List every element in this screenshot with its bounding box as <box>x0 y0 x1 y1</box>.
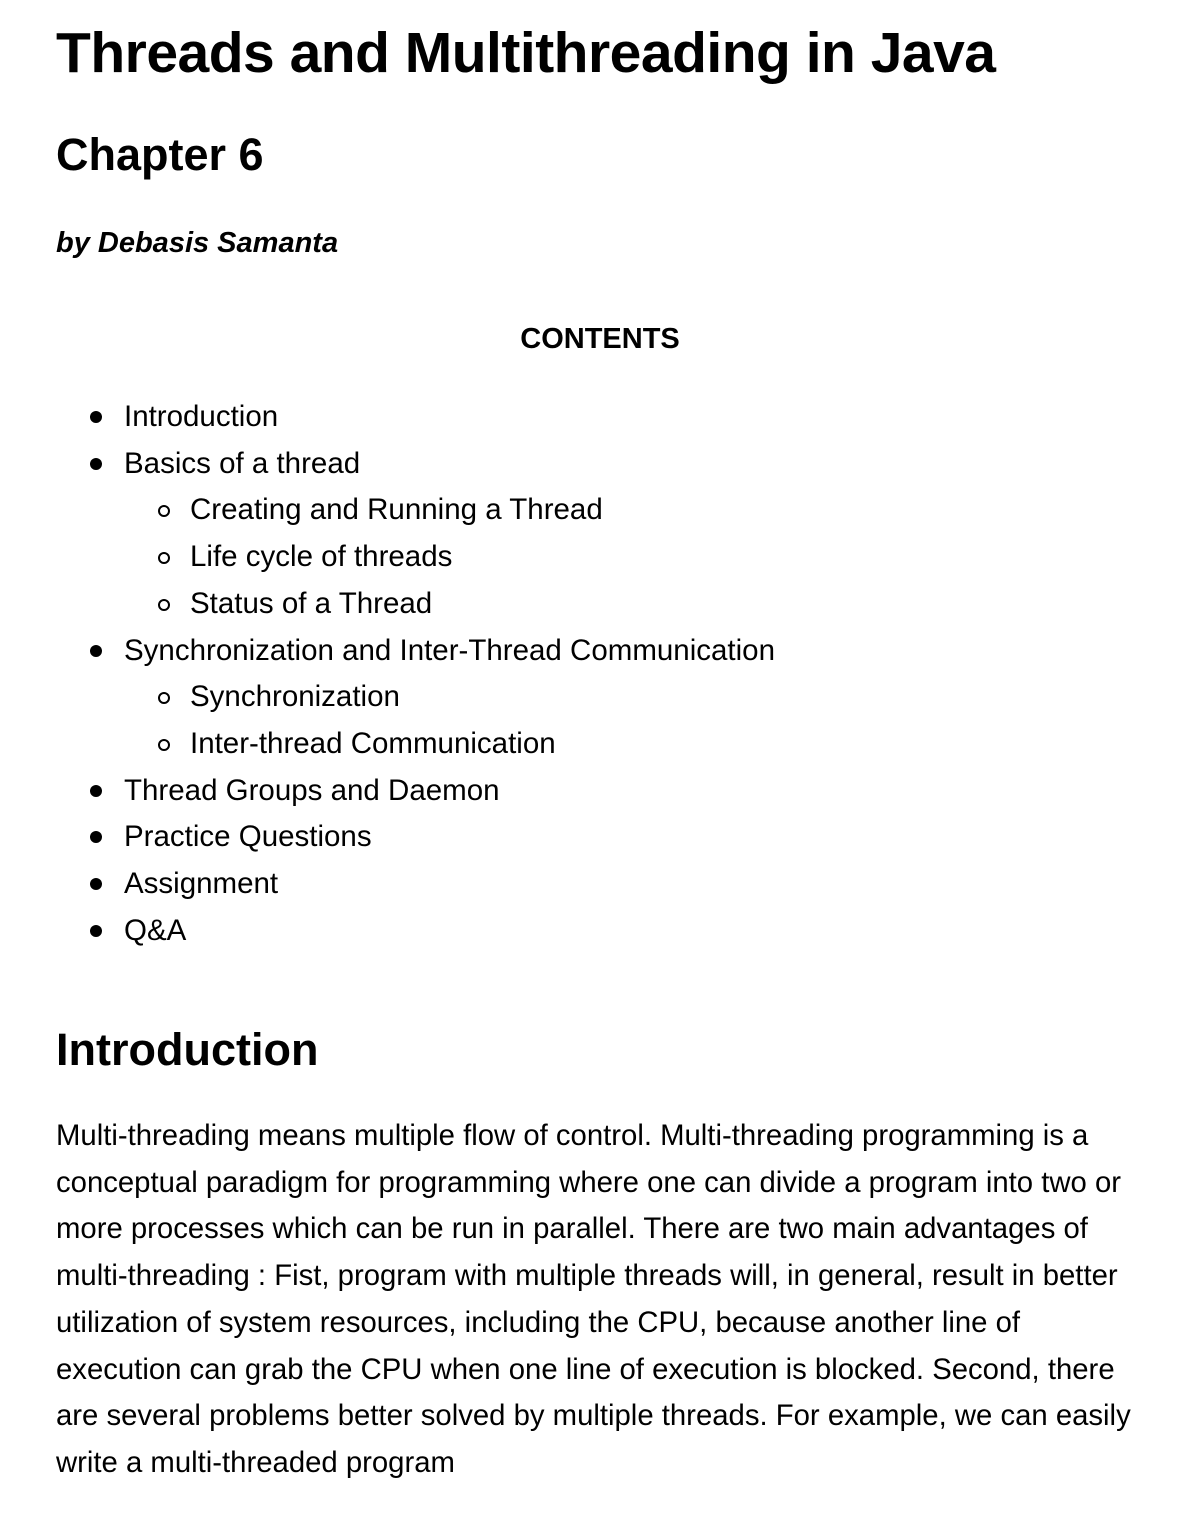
toc-item-label: Introduction <box>124 400 279 433</box>
toc-sublist <box>124 674 775 767</box>
chapter-heading: Chapter 6 <box>56 129 264 180</box>
toc-item-label: Thread Groups and Daemon <box>124 773 500 807</box>
toc-subitem-label: Creating and Running a Thread <box>190 493 603 527</box>
hollow-bullet-icon <box>158 739 170 751</box>
contents-heading: CONTENTS <box>520 323 680 355</box>
document-title: Threads and Multithreading in Java <box>56 21 996 85</box>
toc-sublist <box>124 487 775 627</box>
filled-bullet-icon <box>90 831 102 843</box>
introduction-paragraph: Multi-threading means multiple flow of control. Multi-threading programming is a conceptual paradigm for programming where one can divide a program into two or more processes which can be run in parallel. There are two main advantages of multi-threading : Fist, program with multiple threads will, in general, result in better utilization of system resources, including the CPU, because another line of execution can grab the CPU when one line of execution is blocked. Second, there are several problems better solved by multiple threads. For example, we can easily write a multi-threaded program <box>56 1119 1131 1479</box>
toc-subitem-label: Synchronization <box>190 680 400 714</box>
introduction-heading: Introduction <box>56 1024 319 1075</box>
toc-subitem-label: Inter-thread Communication <box>190 726 556 760</box>
toc-subitem-label: Life cycle of threads <box>190 540 453 574</box>
hollow-bullet-icon <box>158 505 170 517</box>
filled-bullet-icon <box>90 645 102 657</box>
table-of-contents <box>56 394 775 954</box>
toc-item-assignment[interactable] <box>56 861 775 908</box>
toc-subitem-inter-thread-communication[interactable] <box>124 721 775 768</box>
toc-item-introduction[interactable] <box>56 394 775 441</box>
toc-item-label: Q&A <box>124 913 187 947</box>
hollow-bullet-icon <box>158 599 170 611</box>
toc-subitem-label: Status of a Thread <box>190 586 433 620</box>
toc-item-label: Practice Questions <box>124 820 372 854</box>
toc-subitem-life-cycle[interactable] <box>124 534 775 581</box>
hollow-bullet-icon <box>158 692 170 704</box>
toc-item-practice-questions[interactable] <box>56 814 775 861</box>
filled-bullet-icon <box>90 878 102 890</box>
toc-item-thread-groups[interactable] <box>56 768 775 815</box>
toc-subitem-synchronization[interactable] <box>124 674 775 721</box>
author-line: by Debasis Samanta <box>56 227 339 259</box>
toc-item-synchronization-and-itc[interactable] <box>56 628 775 768</box>
toc-subitem-status[interactable] <box>124 581 775 628</box>
toc-item-basics-of-a-thread[interactable] <box>56 441 775 628</box>
filled-bullet-icon <box>90 458 102 470</box>
toc-item-label: Synchronization and Inter-Thread Communication <box>124 633 775 667</box>
toc-item-label: Basics of a thread <box>124 446 361 480</box>
toc-item-label: Assignment <box>124 867 279 901</box>
hollow-bullet-icon <box>158 552 170 564</box>
toc-item-qa[interactable] <box>56 908 775 955</box>
filled-bullet-icon <box>90 411 102 423</box>
filled-bullet-icon <box>90 785 102 797</box>
toc-subitem-creating-and-running[interactable] <box>124 487 775 534</box>
filled-bullet-icon <box>90 925 102 937</box>
